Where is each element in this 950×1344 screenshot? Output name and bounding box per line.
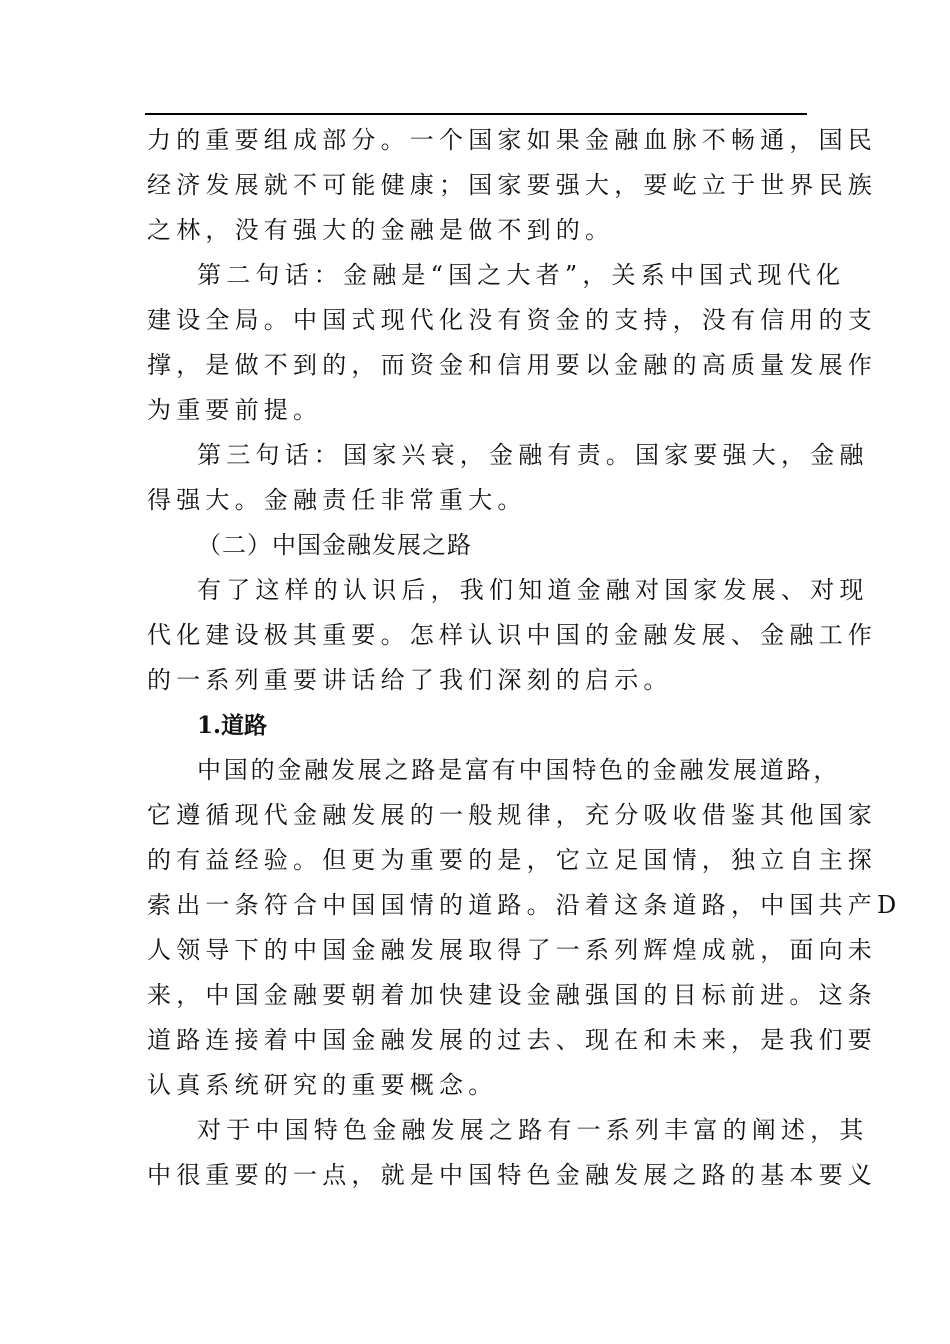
header-rule (145, 113, 807, 115)
text-line: 的有益经验。但更为重要的是，它立足国情，独立自主探 (147, 846, 877, 874)
section-heading: （二）中国金融发展之路 (197, 531, 472, 559)
text-line: 为重要前提。 (147, 396, 323, 424)
text-line: 来，中国金融要朝着加快建设金融强国的目标前进。这条 (147, 981, 877, 1009)
text-line: 第三句话：国家兴衰，金融有责。国家要强大，金融 (197, 441, 869, 469)
text-line: 人领导下的中国金融发展取得了一系列辉煌成就，面向未 (147, 936, 877, 964)
text-line: 代化建设极其重要。怎样认识中国的金融发展、金融工作 (147, 621, 877, 649)
text-line: 对于中国特色金融发展之路有一系列丰富的阐述，其 (197, 1116, 869, 1144)
text-line: 的一系列重要讲话给了我们深刻的启示。 (147, 666, 673, 694)
text-line: 第二句话：金融是“国之大者”，关系中国式现代化 (197, 261, 846, 289)
text-line: 经济发展就不可能健康；国家要强大，要屹立于世界民族 (147, 171, 877, 199)
text-line: 撑，是做不到的，而资金和信用要以金融的高质量发展作 (147, 351, 877, 379)
text-line: 中国的金融发展之路是富有中国特色的金融发展道路， (197, 756, 841, 784)
text-line: 认真系统研究的重要概念。 (147, 1071, 498, 1099)
text-line: 道路连接着中国金融发展的过去、现在和未来，是我们要 (147, 1026, 877, 1054)
text-line: 中很重要的一点，就是中国特色金融发展之路的基本要义 (147, 1161, 877, 1189)
text-line: 有了这样的认识后，我们知道金融对国家发展、对现 (197, 576, 869, 604)
text-line: 建设全局。中国式现代化没有资金的支持，没有信用的支 (147, 306, 877, 334)
text-line: 它遵循现代金融发展的一般规律，充分吸收借鉴其他国家 (147, 801, 877, 829)
text-line: 之林，没有强大的金融是做不到的。 (147, 216, 615, 244)
text-line: 力的重要组成部分。一个国家如果金融血脉不畅通，国民 (147, 126, 877, 154)
document-body (147, 118, 902, 1198)
text-line: 索出一条符合中国国情的道路。沿着这条道路，中国共产D (147, 891, 902, 919)
subsection-heading: 1.道路 (197, 712, 268, 739)
text-line: 得强大。金融责任非常重大。 (147, 486, 527, 514)
